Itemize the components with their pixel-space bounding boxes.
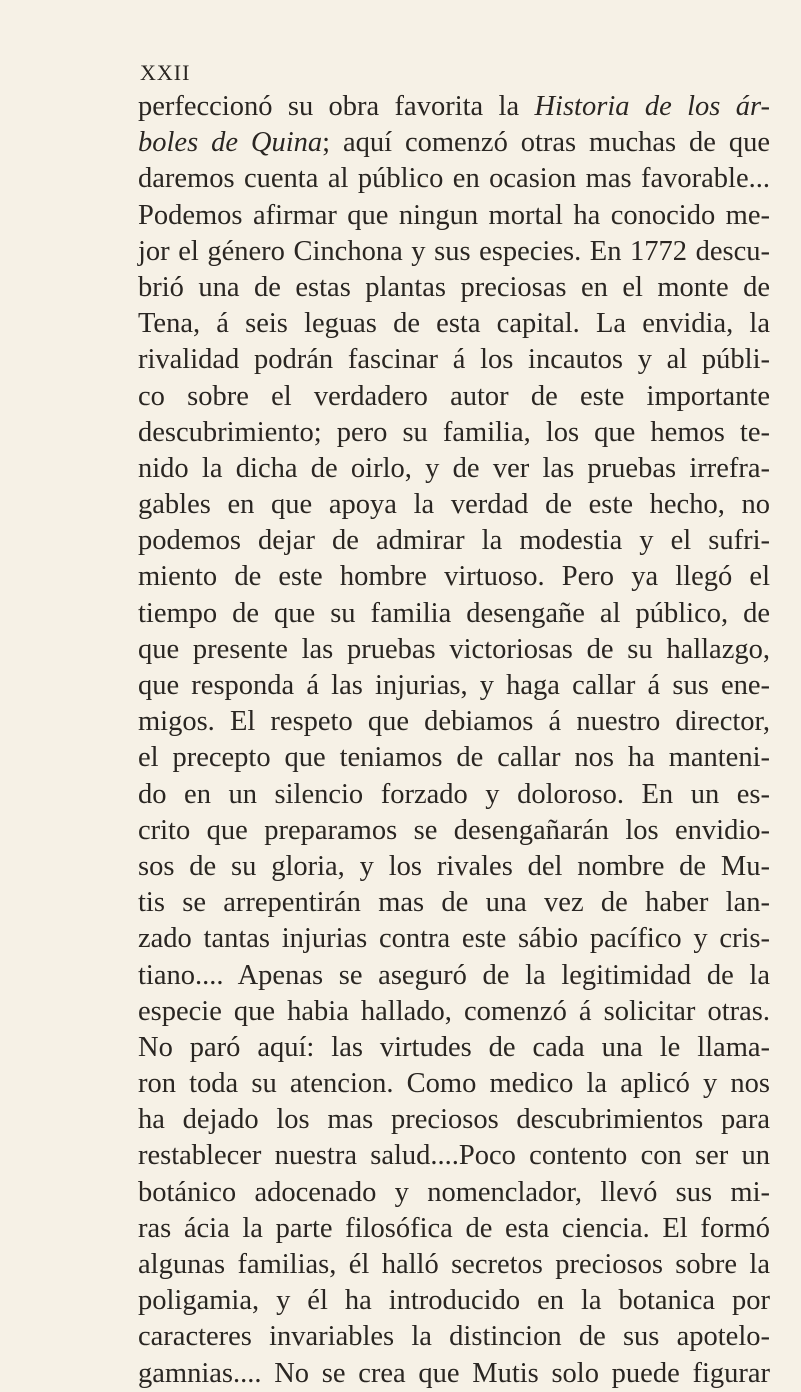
text-segment: perfeccionó su obra favorita la xyxy=(138,91,535,122)
text-line xyxy=(138,813,770,849)
text-segment: tiano.... Apenas se aseguró de la legitimidad de la xyxy=(138,959,770,991)
text-line xyxy=(138,1175,770,1211)
text-segment: gables en que apoya la verdad de este hecho, no xyxy=(138,489,770,521)
text-line xyxy=(138,161,770,197)
text-segment: zado tantas injurias contra este sábio pacífico y cris- xyxy=(138,923,770,955)
text-segment: tiempo de que su familia desengañe al público, de xyxy=(138,597,770,629)
text-segment: restablecer nuestra salud....Poco contento con ser un xyxy=(138,1140,770,1172)
text-segment: migos. El respeto que debiamos á nuestro director, xyxy=(138,706,770,738)
text-segment: No paró aquí: las virtudes de cada una le llama- xyxy=(138,1031,770,1063)
page-number: XXII xyxy=(140,60,191,85)
text-line xyxy=(138,523,770,559)
text-segment: rivalidad podrán fascinar á los incautos y al públi- xyxy=(138,344,770,376)
text-line xyxy=(138,958,770,994)
text-line xyxy=(138,1283,770,1319)
text-line xyxy=(138,198,770,234)
body-text xyxy=(138,89,770,1392)
text-segment: especie que habia hallado, comenzó á solicitar otras. xyxy=(138,995,770,1027)
text-line xyxy=(138,1356,770,1392)
text-segment: jor el género Cinchona y sus especies. En 1772 descu- xyxy=(138,235,770,267)
text-line xyxy=(138,487,770,523)
text-segment: do en un silencio forzado y doloroso. En un es- xyxy=(138,778,770,810)
text-segment: el precepto que teniamos de callar nos ha manteni- xyxy=(138,742,770,774)
text-segment: descubrimiento; pero su familia, los que hemos te- xyxy=(138,416,770,448)
text-segment: brió una de estas plantas preciosas en el monte de xyxy=(138,271,770,303)
text-segment: daremos cuenta al público en ocasion mas favorable... xyxy=(138,163,770,195)
text-line xyxy=(138,125,770,161)
text-line xyxy=(138,451,770,487)
text-line xyxy=(138,270,770,306)
text-line xyxy=(138,89,770,125)
text-line xyxy=(138,342,770,378)
text-line xyxy=(138,704,770,740)
text-line xyxy=(138,1211,770,1247)
text-segment: ras ácia la parte filosófica de esta ciencia. El formó xyxy=(138,1212,770,1244)
text-line xyxy=(138,1102,770,1138)
text-segment: podemos dejar de admirar la modestia y el sufri- xyxy=(138,525,770,557)
text-line xyxy=(138,668,770,704)
text-segment: caracteres invariables la distincion de sus apotelo- xyxy=(138,1321,770,1353)
text-line xyxy=(138,921,770,957)
text-line xyxy=(138,559,770,595)
text-segment: sos de su gloria, y los rivales del nombre de Mu- xyxy=(138,850,770,882)
text-line xyxy=(138,596,770,632)
italic-segment: boles de Quina xyxy=(138,127,323,159)
text-segment: Tena, á seis leguas de esta capital. La envidia, la xyxy=(138,308,770,340)
text-line xyxy=(138,415,770,451)
text-line xyxy=(138,740,770,776)
text-segment: Podemos afirmar que ningun mortal ha conocido me- xyxy=(138,199,770,231)
text-segment: miento de este hombre virtuoso. Pero ya llegó el xyxy=(138,561,770,593)
text-segment: que presente las pruebas victoriosas de su hallazgo, xyxy=(138,633,770,665)
text-line xyxy=(138,632,770,668)
text-line xyxy=(138,1030,770,1066)
text-line xyxy=(138,379,770,415)
text-segment: nido la dicha de oirlo, y de ver las pruebas irrefra- xyxy=(138,452,770,484)
text-line xyxy=(138,777,770,813)
text-segment: co sobre el verdadero autor de este importante xyxy=(138,380,770,412)
text-segment: ; aquí comenzó otras muchas de que xyxy=(322,127,770,159)
text-segment: tis se arrepentirán mas de una vez de haber lan- xyxy=(138,887,770,919)
text-segment: crito que preparamos se desengañarán los envidio- xyxy=(138,814,770,846)
text-line xyxy=(138,306,770,342)
text-segment: ha dejado los mas preciosos descubrimientos para xyxy=(138,1104,770,1136)
text-line xyxy=(138,1247,770,1283)
text-line xyxy=(138,849,770,885)
text-segment: gamnias.... No se crea que Mutis solo puede figurar xyxy=(138,1357,770,1389)
text-line xyxy=(138,994,770,1030)
text-line xyxy=(138,1319,770,1355)
text-segment: poligamia, y él ha introducido en la botanica por xyxy=(138,1285,770,1317)
italic-segment: Historia de los ár- xyxy=(534,91,770,122)
text-line xyxy=(138,1138,770,1174)
text-line xyxy=(138,885,770,921)
text-segment: botánico adocenado y nomenclador, llevó sus mi- xyxy=(138,1176,770,1208)
text-segment: ron toda su atencion. Como medico la aplicó y nos xyxy=(138,1068,770,1100)
text-segment: algunas familias, él halló secretos preciosos sobre la xyxy=(138,1249,770,1280)
text-line xyxy=(138,234,770,270)
text-segment: que responda á las injurias, y haga callar á sus ene- xyxy=(138,670,770,701)
text-line xyxy=(138,1066,770,1102)
